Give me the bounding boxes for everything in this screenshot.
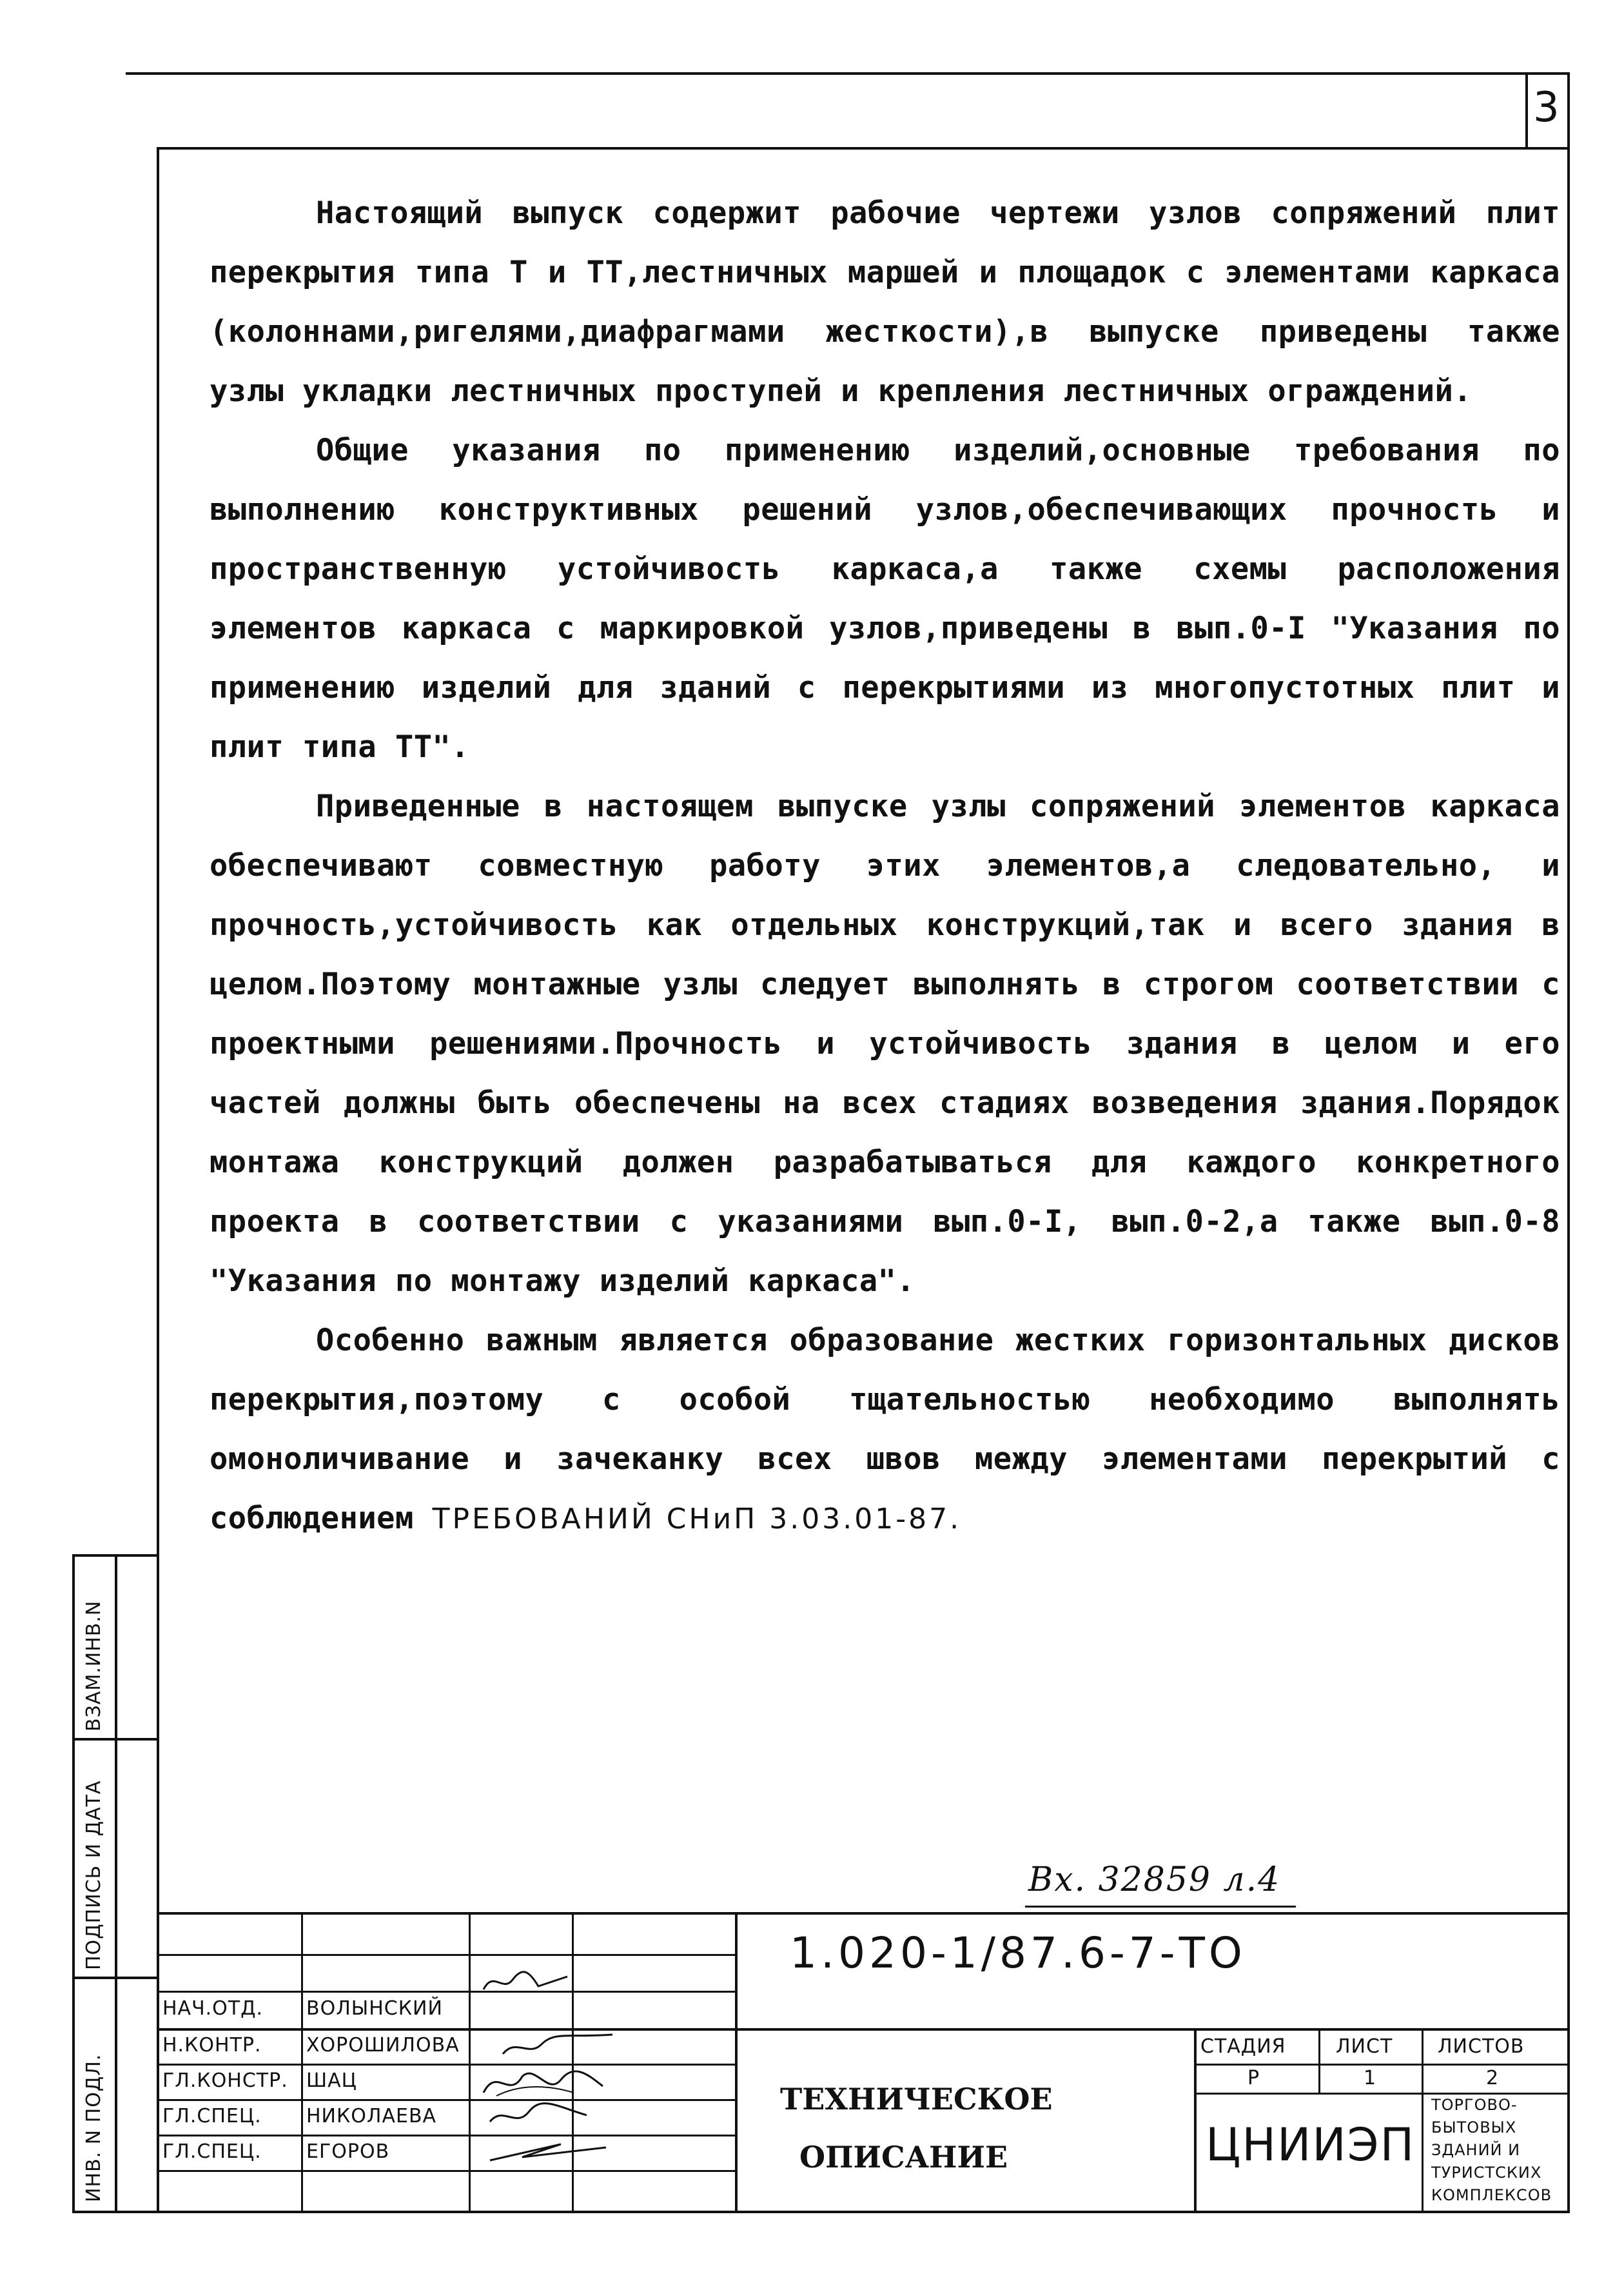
tb-row-1 <box>157 1954 737 1956</box>
stage-value: Р <box>1247 2067 1260 2089</box>
page-box-bottom <box>1525 147 1570 150</box>
sheet-header: ЛИСТ <box>1336 2035 1393 2058</box>
registration-underline <box>1025 1906 1296 1908</box>
stamp-bottom <box>72 2211 1570 2213</box>
stamp-sep-2 <box>72 1977 157 1979</box>
signature-1 <box>477 1964 574 1999</box>
paragraph-4-handwritten: ТРЕБОВАНИЙ СНиП 3.03.01-87. <box>432 1503 962 1535</box>
document-title-line1: ТЕХНИЧЕСКОЕ <box>780 2082 1053 2116</box>
signature-4 <box>484 2099 593 2135</box>
stage-header: СТАДИЯ <box>1200 2035 1286 2058</box>
organization-sub-3: ЗДАНИЙ И <box>1431 2141 1521 2159</box>
tb-col-4 <box>735 1912 738 2212</box>
tb-row-7 <box>157 2170 737 2172</box>
name-4: НИКОЛАЕВА <box>306 2105 437 2127</box>
stamp-vzam-inv: ВЗАМ.ИНВ.N <box>83 1600 105 1731</box>
paragraph-4 <box>210 1311 1560 1549</box>
organization-sub-2: БЫТОВЫХ <box>1431 2118 1517 2136</box>
tb-row-4 <box>157 2064 737 2066</box>
inner-right-line <box>1525 72 1528 150</box>
tb-stage-col-1 <box>1318 2028 1320 2093</box>
tb-stage-row-1 <box>1194 2064 1570 2066</box>
document-body <box>210 184 1560 1549</box>
organization-sub-4: ТУРИСТСКИХ <box>1431 2164 1542 2182</box>
tb-col-2 <box>469 1912 471 2212</box>
stamp-outer-left <box>72 1554 75 2212</box>
tb-col-1 <box>301 1912 303 2212</box>
tb-col-5 <box>1194 2028 1197 2212</box>
role-5: ГЛ.СПЕЦ. <box>162 2140 262 2163</box>
paragraph-3: Приведенные в настоящем выпуске узлы сопряжений элементов каркаса обеспечивают совместную работу этих элементов,а следовательно, и прочность,устойчивость как отдельных конструкций,так и всего здания в целом.Поэтому монтажные узлы следует выполнять в строгом соответствии с проектными решениями.Прочность и устойчивость здания в целом и его частей должны быть обеспечены на всех стадиях возведения здания.Порядок монтажа конструкций должен разрабатываться для каждого конкретного проекта в соответствии с указаниями вып.0-I, вып.0-2,а также вып.0-8 "Указания по монтажу изделий каркаса". <box>210 789 1560 1299</box>
sheet-value: 1 <box>1364 2067 1377 2089</box>
stamp-inv-podl: ИНВ. N ПОДЛ. <box>83 2053 105 2202</box>
stamp-sep-1 <box>72 1738 157 1741</box>
frame-top-line <box>157 147 1528 150</box>
paragraph-4-main: Особенно важным является образование жестких горизонтальных дисков перекрытия,поэтому с особой тщательностью необходимо выполнять омоноличивание и зачеканку всех швов между элементами перекрытий с соблюдением <box>210 1323 1560 1536</box>
page-number: 3 <box>1533 84 1560 132</box>
tb-row-6 <box>157 2135 737 2136</box>
organization-sub-1: ТОРГОВО- <box>1431 2096 1518 2114</box>
paragraph-1: Настоящий выпуск содержит рабочие чертежи узлов сопряжений плит перекрытия типа Т и ТТ,лестничных маршей и площадок с элементами каркаса (колоннами,ригелями,диафрагмами жесткости),в выпуске приведены также узлы укладки лестничных проступей и крепления лестничных ограждений. <box>210 195 1560 409</box>
tb-top <box>157 1912 1570 1915</box>
role-1: НАЧ.ОТД. <box>162 1997 264 2020</box>
name-3: ШАЦ <box>306 2069 357 2092</box>
sheets-header: ЛИСТОВ <box>1438 2035 1525 2058</box>
top-border-line <box>126 72 1570 75</box>
role-2: Н.КОНТР. <box>162 2034 262 2057</box>
left-frame-line <box>157 147 159 2211</box>
tb-stage-row-2 <box>1194 2093 1570 2095</box>
name-2: ХОРОШИЛОВА <box>306 2034 460 2057</box>
name-1: ВОЛЫНСКИЙ <box>306 1997 443 2020</box>
stamp-top <box>72 1554 157 1557</box>
tb-row-2 <box>157 1991 737 1993</box>
paragraph-2: Общие указания по применению изделий,основные требования по выполнению конструктивных решений узлов,обеспечивающих прочность и пространственную устойчивость каркаса,а также схемы расположения элементов каркаса с маркировкой узлов,приведены в вып.0-I "Указания по применению изделий для зданий с перекрытиями из многопустотных плит и плит типа ТТ". <box>210 433 1560 765</box>
tb-row-3 <box>157 2028 1570 2031</box>
document-title-line2: ОПИСАНИЕ <box>799 2140 1008 2175</box>
role-4: ГЛ.СПЕЦ. <box>162 2105 262 2127</box>
right-border-line <box>1567 72 1570 2213</box>
organization-sub-5: КОМПЛЕКСОВ <box>1431 2186 1552 2204</box>
registration-note: Вх. 32859 л.4 <box>1028 1860 1281 1899</box>
sheets-value: 2 <box>1486 2067 1500 2089</box>
organization-name: ЦНИИЭП <box>1206 2118 1416 2171</box>
tb-row-5 <box>157 2099 737 2101</box>
role-3: ГЛ.КОНСТР. <box>162 2069 288 2092</box>
tb-stage-col-2 <box>1422 2028 1423 2212</box>
name-5: ЕГОРОВ <box>306 2140 390 2163</box>
stamp-podpis-data: ПОДПИСЬ И ДАТА <box>83 1780 105 1970</box>
document-designation: 1.020-1/87.6-7-ТО <box>790 1928 1246 1978</box>
stamp-mid-line <box>115 1554 117 2212</box>
signature-5 <box>484 2135 612 2170</box>
signature-2 <box>490 2025 619 2064</box>
